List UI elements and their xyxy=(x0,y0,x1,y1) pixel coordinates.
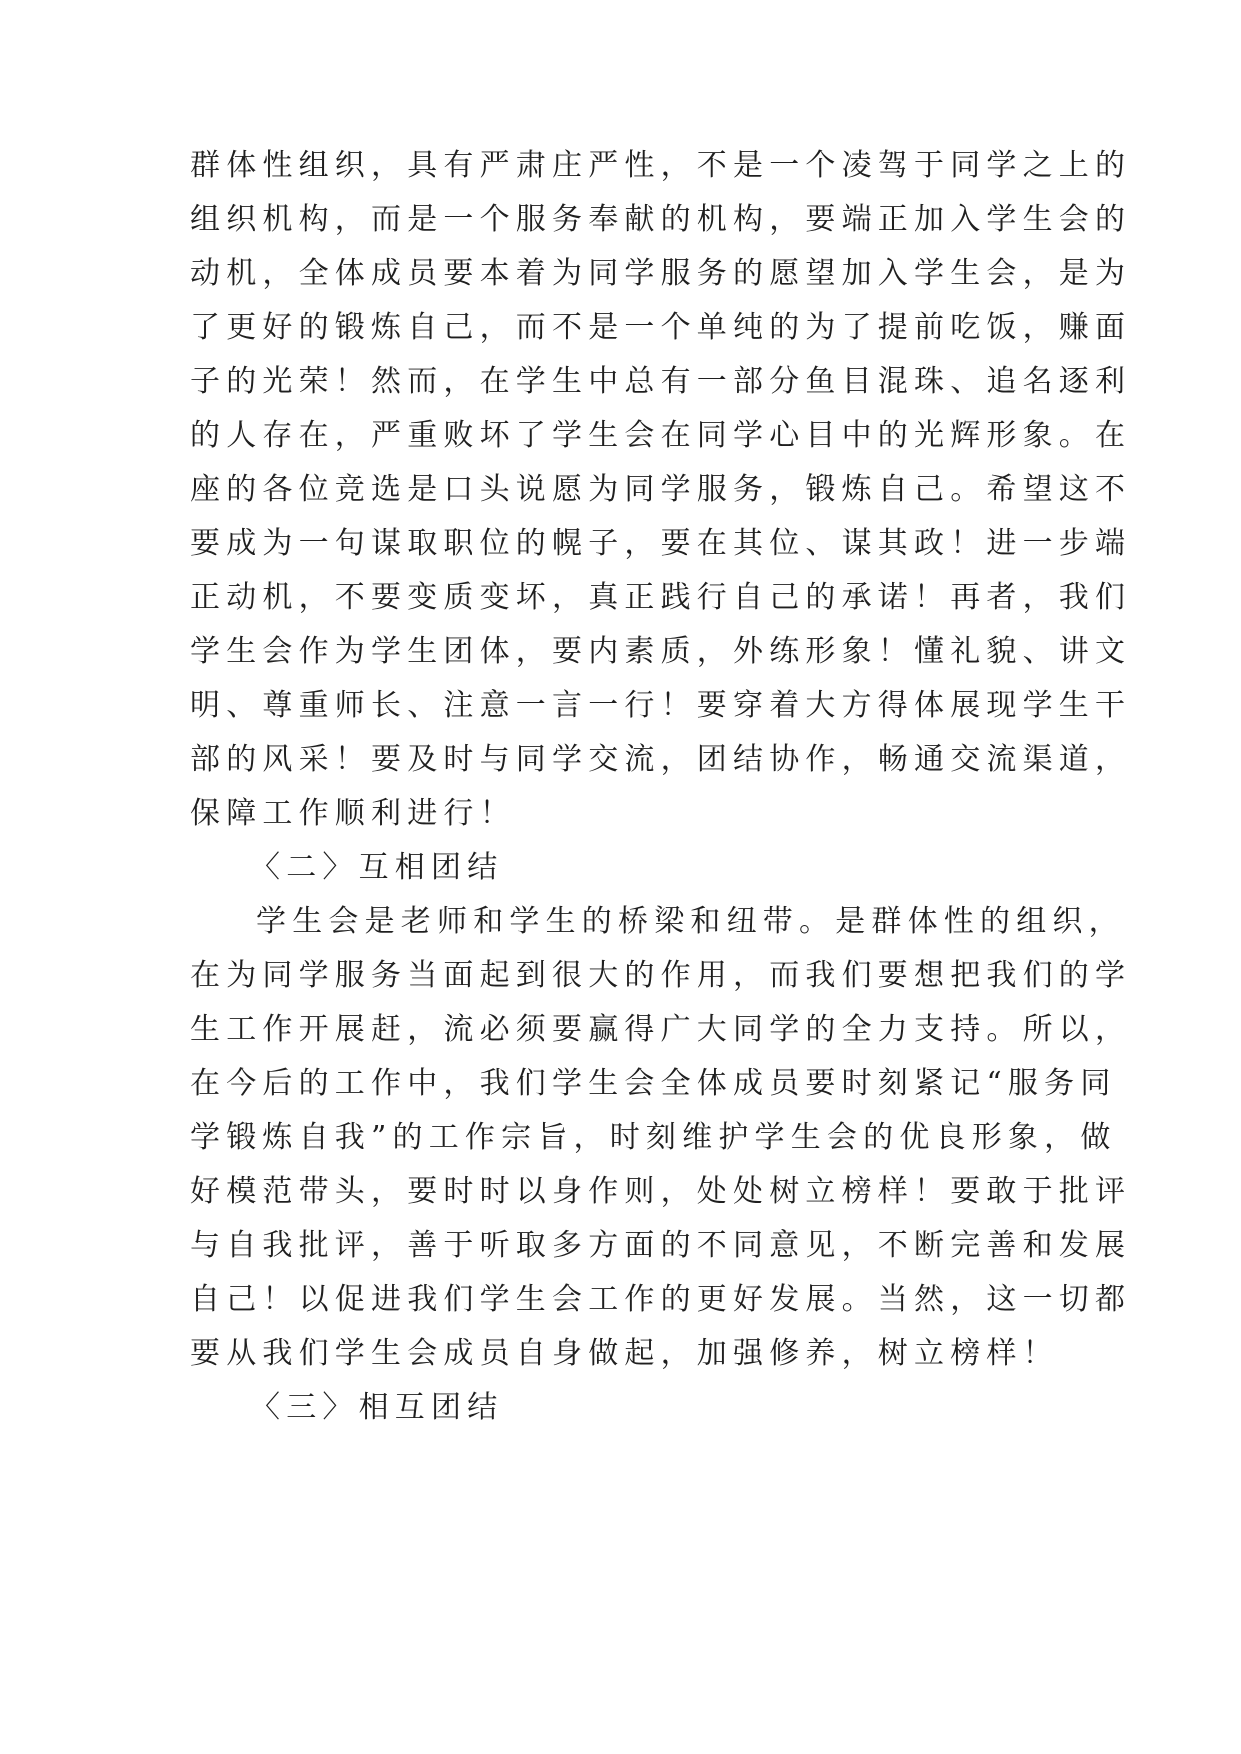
body-line: 部的风采！要及时与同学交流，团结协作，畅通交流渠道， xyxy=(190,742,1132,777)
body-line: 组织机构，而是一个服务奉献的机构，要端正加入学生会的 xyxy=(190,202,1132,237)
body-line: 要从我们学生会成员自身做起，加强修养，树立榜样！ xyxy=(190,1336,1059,1371)
body-line: 在为同学服务当面起到很大的作用，而我们要想把我们的学 xyxy=(190,958,1132,993)
body-line: 学锻炼自我”的工作宗旨，时刻维护学生会的优良形象，做 xyxy=(190,1120,1117,1155)
body-line: 学生会作为学生团体，要内素质，外练形象！懂礼貌、讲文 xyxy=(190,634,1132,669)
body-line: 在今后的工作中，我们学生会全体成员要时刻紧记“服务同 xyxy=(190,1066,1117,1101)
body-line: 子的光荣！然而，在学生中总有一部分鱼目混珠、追名逐利 xyxy=(190,364,1132,399)
body-line: 明、尊重师长、注意一言一行！要穿着大方得体展现学生干 xyxy=(190,688,1132,723)
section-heading: 〈三〉相互团结 xyxy=(250,1390,504,1425)
body-line: 保障工作顺利进行！ xyxy=(190,796,516,831)
body-line: 的人存在，严重败坏了学生会在同学心目中的光辉形象。在 xyxy=(190,418,1132,453)
body-line: 好模范带头，要时时以身作则，处处树立榜样！要敢于批评 xyxy=(190,1174,1132,1209)
body-line: 学生会是老师和学生的桥梁和纽带。是群体性的组织， xyxy=(256,904,1125,939)
body-line: 座的各位竞选是口头说愿为同学服务，锻炼自己。希望这不 xyxy=(190,472,1132,507)
body-line: 生工作开展赶，流必须要赢得广大同学的全力支持。所以， xyxy=(190,1012,1132,1047)
body-line: 群体性组织，具有严肃庄严性，不是一个凌驾于同学之上的 xyxy=(190,148,1132,183)
body-line: 自己！以促进我们学生会工作的更好发展。当然，这一切都 xyxy=(190,1282,1132,1317)
body-line: 动机，全体成员要本着为同学服务的愿望加入学生会，是为 xyxy=(190,256,1132,291)
body-line: 了更好的锻炼自己，而不是一个单纯的为了提前吃饭，赚面 xyxy=(190,310,1132,345)
body-line: 要成为一句谋取职位的幌子，要在其位、谋其政！进一步端 xyxy=(190,526,1132,561)
section-heading: 〈二〉互相团结 xyxy=(250,850,504,885)
body-line: 正动机，不要变质变坏，真正践行自己的承诺！再者，我们 xyxy=(190,580,1132,615)
body-line: 与自我批评，善于听取多方面的不同意见，不断完善和发展 xyxy=(190,1228,1132,1263)
